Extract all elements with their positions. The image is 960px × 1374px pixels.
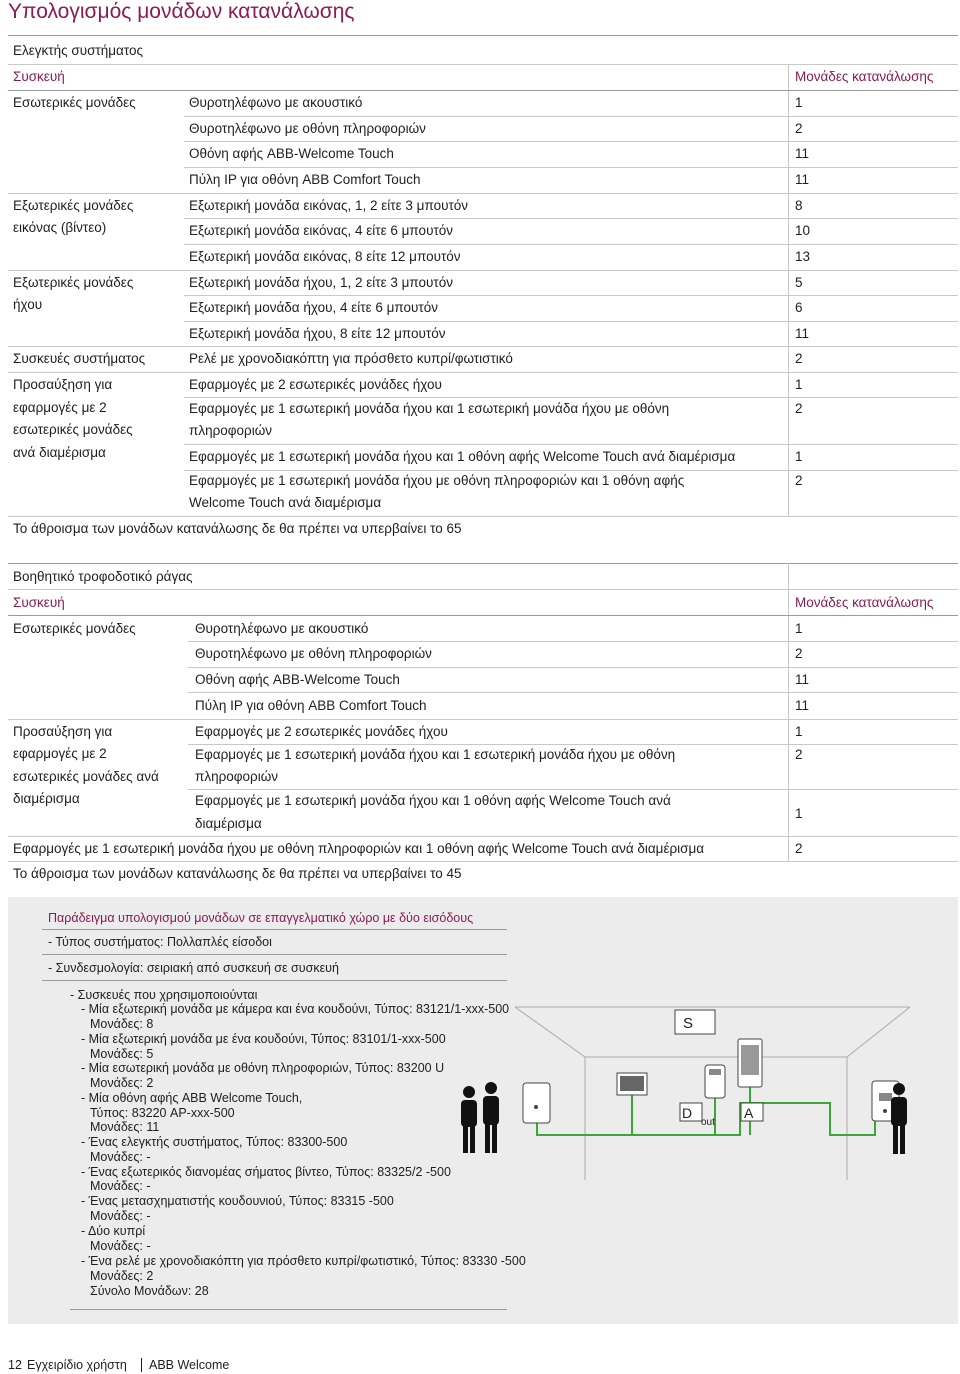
system-type: - Τύπος συστήματος: Πολλαπλές είσοδοι [48,935,272,949]
unit-value: 11 [795,146,810,161]
group-label: Εξωτερικές μονάδες [13,275,134,290]
row-divider [8,193,958,194]
unit-value: 1 [795,724,803,739]
total-units: Σύνολο Μονάδων: 28 [90,1284,209,1298]
row-divider [42,954,507,955]
unit-value: 5 [795,275,803,290]
device-name-continued: Welcome Touch ανά διαμέρισμα [189,495,382,510]
row-divider [8,346,958,347]
unit-value: 11 [795,172,810,187]
device-name: Θυροτηλέφωνο με οθόνη πληροφοριών [195,646,432,661]
example-heading: Παράδειγμα υπολογισμού μονάδων σε επαγγελματικό χώρο με δύο εισόδους [48,911,474,925]
system-controller-box [675,1010,715,1034]
column-header-units: Μονάδες κατανάλωσης [795,595,934,610]
row-divider [188,667,958,668]
device-list-item: - Μία οθόνη αφής ABB Welcome Touch, [81,1091,303,1105]
device-units: Μονάδες: 2 [90,1076,154,1090]
device-units: Μονάδες: - [90,1150,151,1164]
device-units: Μονάδες: 5 [90,1047,154,1061]
device-type: Τύπος: 83220 AP-xxx-500 [90,1106,235,1120]
device-list-item: - Ένας εξωτερικός διανομέας σήματος βίντεο, Τύπος: 83325/2 -500 [81,1165,451,1179]
device-name: Εφαρμογές με 1 εσωτερική μονάδα ήχου με οθόνη πληροφοριών και 1 οθόνη αφής Welcome Touch ανά διαμέρισμα [13,841,705,856]
device-list-item: - Μία εξωτερική μονάδα με κάμερα και ένα κουδούνι, Τύπος: 83121/1-xxx-500 [81,1002,510,1016]
group-label: Προσαύξηση για [13,724,113,739]
row-divider [184,141,958,142]
device-name: Θυροτηλέφωνο με ακουστικό [189,95,363,110]
indoor-monitor-icon [617,1073,647,1095]
device-name: Οθόνη αφής ABB-Welcome Touch [195,672,400,687]
row-divider [184,218,958,219]
row-divider [184,470,958,471]
column-divider [788,563,789,861]
unit-value: 13 [795,249,811,264]
row-divider [8,719,958,720]
device-name: Εφαρμογές με 1 εσωτερική μονάδα ήχου με οθόνη πληροφοριών και 1 οθόνη αφής [189,473,685,488]
device-name: Εξωτερική μονάδα ήχου, 8 είτε 12 μπουτόν [189,326,446,341]
row-divider [184,116,958,117]
touch-panel-icon [738,1039,762,1087]
device-name: Εξωτερική μονάδα ήχου, 1, 2 είτε 3 μπουτόν [189,275,454,290]
device-name: Θυροτηλέφωνο με ακουστικό [195,621,369,636]
label-s: S [683,1015,694,1032]
device-name: Εφαρμογές με 1 εσωτερική μονάδα ήχου και 1 εσωτερική μονάδα ήχου με οθόνη [189,401,670,416]
limit-note: Το άθροισμα των μονάδων κατανάλωσης δε θα πρέπει να υπερβαίνει το 45 [13,866,462,881]
row-divider [8,372,958,373]
unit-value: 2 [795,747,803,762]
device-list-item: - Ένας μετασχηματιστής κουδουνιού, Τύπος: 83315 -500 [81,1194,394,1208]
device-name: Εξωτερική μονάδα ήχου, 4 είτε 6 μπουτόν [189,300,438,315]
unit-value: 1 [795,95,803,110]
group-label: διαμέρισμα [13,791,80,806]
device-name-continued: πληροφοριών [195,769,278,784]
unit-value: 1 [795,377,803,392]
group-label: Προσαύξηση για [13,377,113,392]
connection-type: - Συνδεσμολογία: σειριακή από συσκευή σε συσκευή [48,961,339,975]
device-name: Εφαρμογές με 2 εσωτερικές μονάδες ήχου [195,724,448,739]
section-heading: Βοηθητικό τροφοδοτικό ράγας [13,569,193,584]
label-out: out [701,1117,715,1128]
row-divider [188,692,958,693]
device-units: Μονάδες: - [90,1209,151,1223]
device-name: Εφαρμογές με 1 εσωτερική μονάδα ήχου και 1 οθόνη αφής Welcome Touch ανά διαμέρισμα [189,449,736,464]
footer-separator [141,1358,142,1372]
device-list-item: - Συσκευές που χρησιμοποιούνται [70,988,258,1002]
unit-value: 1 [795,621,803,636]
unit-value: 1 [795,806,803,821]
limit-note: Το άθροισμα των μονάδων κατανάλωσης δε θα πρέπει να υπερβαίνει το 65 [13,521,462,536]
device-units: Μονάδες: 2 [90,1269,154,1283]
device-list-item: - Ένας ελεγκτής συστήματος, Τύπος: 83300-500 [81,1135,348,1149]
wiring-diagram [455,985,915,1180]
group-label: Συσκευές συστήματος [13,351,146,366]
row-divider [184,295,958,296]
unit-value: 2 [795,841,803,856]
device-name: Εξωτερική μονάδα εικόνας, 1, 2 είτε 3 μπουτόν [189,198,469,213]
person-icon [461,1086,477,1153]
unit-value: 6 [795,300,803,315]
row-divider [42,929,507,930]
device-list-item: - Ένα ρελέ με χρονοδιακόπτη για πρόσθετο κυπρί/φωτιστικό, Τύπος: 83330 -500 [81,1254,526,1268]
device-units: Μονάδες: 11 [90,1120,160,1134]
brand-name: ABB Welcome [149,1358,230,1372]
row-divider [8,589,958,590]
row-divider [188,744,958,745]
device-name-continued: πληροφοριών [189,423,272,438]
column-divider [788,64,789,516]
device-list-item: - Μία εξωτερική μονάδα με ένα κουδούνι, Τύπος: 83101/1-xxx-500 [81,1032,446,1046]
row-divider [188,789,958,790]
group-label: εσωτερικές μονάδες [13,422,133,437]
group-label: εφαρμογές με 2 [13,400,107,415]
device-name: Πύλη IP για οθόνη ABB Comfort Touch [189,172,421,187]
unit-value: 10 [795,223,811,238]
row-divider [184,167,958,168]
device-name: Εφαρμογές με 1 εσωτερική μονάδα ήχου και 1 εσωτερική μονάδα ήχου με οθόνη [195,747,676,762]
unit-value: 2 [795,473,803,488]
page-title: Υπολογισμός μονάδων κατανάλωσης [8,0,355,23]
header-divider [8,90,958,91]
device-name: Πύλη IP για οθόνη ABB Comfort Touch [195,698,427,713]
device-name: Εφαρμογές με 2 εσωτερικές μονάδες ήχου [189,377,442,392]
row-divider [42,980,507,981]
column-header-device: Συσκευή [13,69,65,84]
outdoor-station-left-icon [523,1083,550,1123]
group-label: Εσωτερικές μονάδες [13,621,136,636]
row-divider [184,321,958,322]
group-label: εφαρμογές με 2 [13,746,107,761]
page-number: 12 [8,1358,22,1372]
unit-value: 2 [795,401,803,416]
unit-value: 2 [795,646,803,661]
person-icon [483,1082,499,1153]
manual-title: Εγχειρίδιο χρήστη [27,1358,127,1372]
header-divider [8,615,958,616]
section-heading: Ελεγκτής συστήματος [13,43,143,58]
group-label: ήχου [13,297,43,312]
device-units: Μονάδες: 8 [90,1017,154,1031]
group-label: εσωτερικές μονάδες ανά [13,769,159,784]
column-header-device: Συσκευή [13,595,65,610]
device-list-item: - Μία εσωτερική μονάδα με οθόνη πληροφοριών, Τύπος: 83200 U [81,1061,445,1075]
device-name-continued: διαμέρισμα [195,816,262,831]
row-divider [184,244,958,245]
device-name: Εξωτερική μονάδα εικόνας, 4 είτε 6 μπουτόν [189,223,454,238]
unit-value: 2 [795,351,803,366]
row-divider [184,397,958,398]
device-name: Θυροτηλέφωνο με οθόνη πληροφοριών [189,121,426,136]
device-list-item: - Δύο κυπρί [81,1224,146,1238]
device-name: Εφαρμογές με 1 εσωτερική μονάδα ήχου και 1 οθόνη αφής Welcome Touch ανά [195,793,671,808]
row-divider [8,64,958,65]
device-name: Οθόνη αφής ABB-Welcome Touch [189,146,394,161]
unit-value: 11 [795,698,810,713]
unit-value: 2 [795,121,803,136]
row-divider [8,516,958,517]
unit-value: 11 [795,326,810,341]
group-label: Εσωτερικές μονάδες [13,95,136,110]
row-divider [188,641,958,642]
section-divider [8,35,958,36]
device-units: Μονάδες: - [90,1179,151,1193]
row-divider [70,1309,507,1310]
row-divider [8,836,958,837]
label-d: D [682,1105,693,1121]
row-divider [8,270,958,271]
row-divider [8,861,958,862]
section-divider [8,563,958,564]
group-label: Εξωτερικές μονάδες [13,198,134,213]
label-a: A [744,1105,754,1121]
group-label: ανά διαμέρισμα [13,445,106,460]
unit-value: 8 [795,198,803,213]
column-header-units: Μονάδες κατανάλωσης [795,69,934,84]
device-name: Εξωτερική μονάδα εικόνας, 8 είτε 12 μπουτόν [189,249,461,264]
unit-value: 11 [795,672,810,687]
unit-value: 1 [795,449,803,464]
device-units: Μονάδες: - [90,1239,151,1253]
device-name: Ρελέ με χρονοδιακόπτη για πρόσθετο κυπρί/φωτιστικό [189,351,513,366]
row-divider [184,444,958,445]
handset-icon [705,1065,725,1098]
group-label: εικόνας (βίντεο) [13,220,107,235]
